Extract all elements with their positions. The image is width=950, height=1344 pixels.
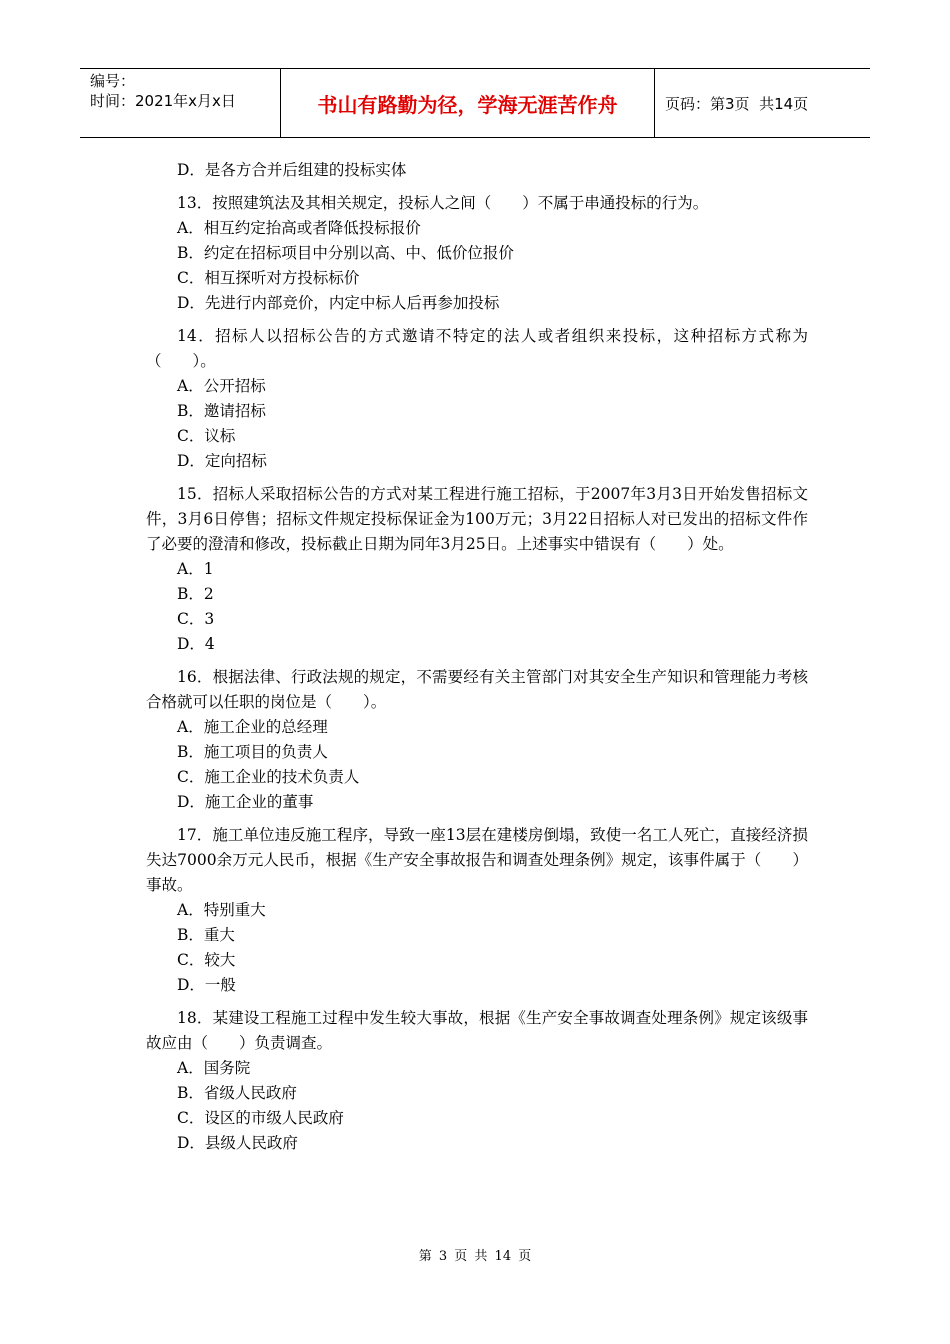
option-c: C．设区的市级人民政府 [177,1109,344,1127]
option-c: C．施工企业的技术负责人 [177,768,360,786]
page-footer: 第 3 页 共 14 页 [418,1249,532,1264]
question-block [146,482,808,657]
option-d: D．是各方合并后组建的投标实体 [177,161,407,179]
option-b: B．邀请招标 [177,402,266,420]
option-a: A．特别重大 [177,901,266,919]
question-stem: 17．施工单位违反施工程序，导致一座13层在建楼房倒塌，致使一名工人死亡，直接经济损失达7000余万元人民币，根据《生产安全事故报告和调查处理条例》规定，该事件属于（ ）事故。 [146,826,808,894]
question-block [146,823,808,998]
header-motto: 书山有路勤为径，学海无涯苦作舟 [281,69,655,137]
option-d: D．施工企业的董事 [177,793,314,811]
option-d: D．县级人民政府 [177,1134,298,1152]
question-block [146,324,808,474]
question-block [146,1006,808,1156]
question-stem: 16．根据法律、行政法规的规定，不需要经有关主管部门对其安全生产知识和管理能力考核合格就可以任职的岗位是（ ）。 [146,668,808,711]
option-d: D．一般 [177,976,236,994]
question-block [146,158,808,183]
question-stem: 14．招标人以招标公告的方式邀请不特定的法人或者组织来投标，这种招标方式称为（ ）。 [146,327,808,370]
option-a: A．国务院 [177,1059,251,1077]
option-d: D．先进行内部竞价，内定中标人后再参加投标 [177,294,500,312]
option-b: B．施工项目的负责人 [177,743,328,761]
option-a: A．1 [177,560,214,578]
page-header [80,68,870,138]
question-stem: 18．某建设工程施工过程中发生较大事故，根据《生产安全事故调查处理条例》规定该级事故应由（ ）负责调查。 [146,1009,808,1052]
option-a: A．施工企业的总经理 [177,718,328,736]
header-page-info [655,69,870,137]
question-block [146,191,808,316]
option-c: C．议标 [177,427,236,445]
option-b: B．约定在招标项目中分别以高、中、低价位报价 [177,244,514,262]
option-d: D．4 [177,635,215,653]
question-stem: 15．招标人采取招标公告的方式对某工程进行施工招标，于2007年3月3日开始发售招标文件，3月6日停售；招标文件规定投标保证金为100万元；3月22日招标人对已发出的招标文件作了必要的澄清和修改，投标截止日期为同年3月25日。上述事实中错误有（ ）处。 [146,485,808,553]
option-a: A．相互约定抬高或者降低投标报价 [177,219,421,237]
question-stem: 13．按照建筑法及其相关规定，投标人之间（ ）不属于串通投标的行为。 [177,194,709,212]
option-a: A．公开招标 [177,377,266,395]
option-c: C．相互探听对方投标标价 [177,269,360,287]
option-b: B．重大 [177,926,235,944]
header-left-cell [80,69,281,137]
option-c: C．3 [177,610,215,628]
option-b: B．省级人民政府 [177,1084,297,1102]
question-block [146,665,808,815]
option-c: C．较大 [177,951,236,969]
option-b: B．2 [177,585,214,603]
time-label: 时间：2021年x月x日 [90,92,236,110]
option-d: D．定向招标 [177,452,267,470]
page-info-text: 页码：第3页 共14页 [665,94,809,113]
serial-label: 编号： [90,72,136,90]
question-list [146,158,808,1156]
